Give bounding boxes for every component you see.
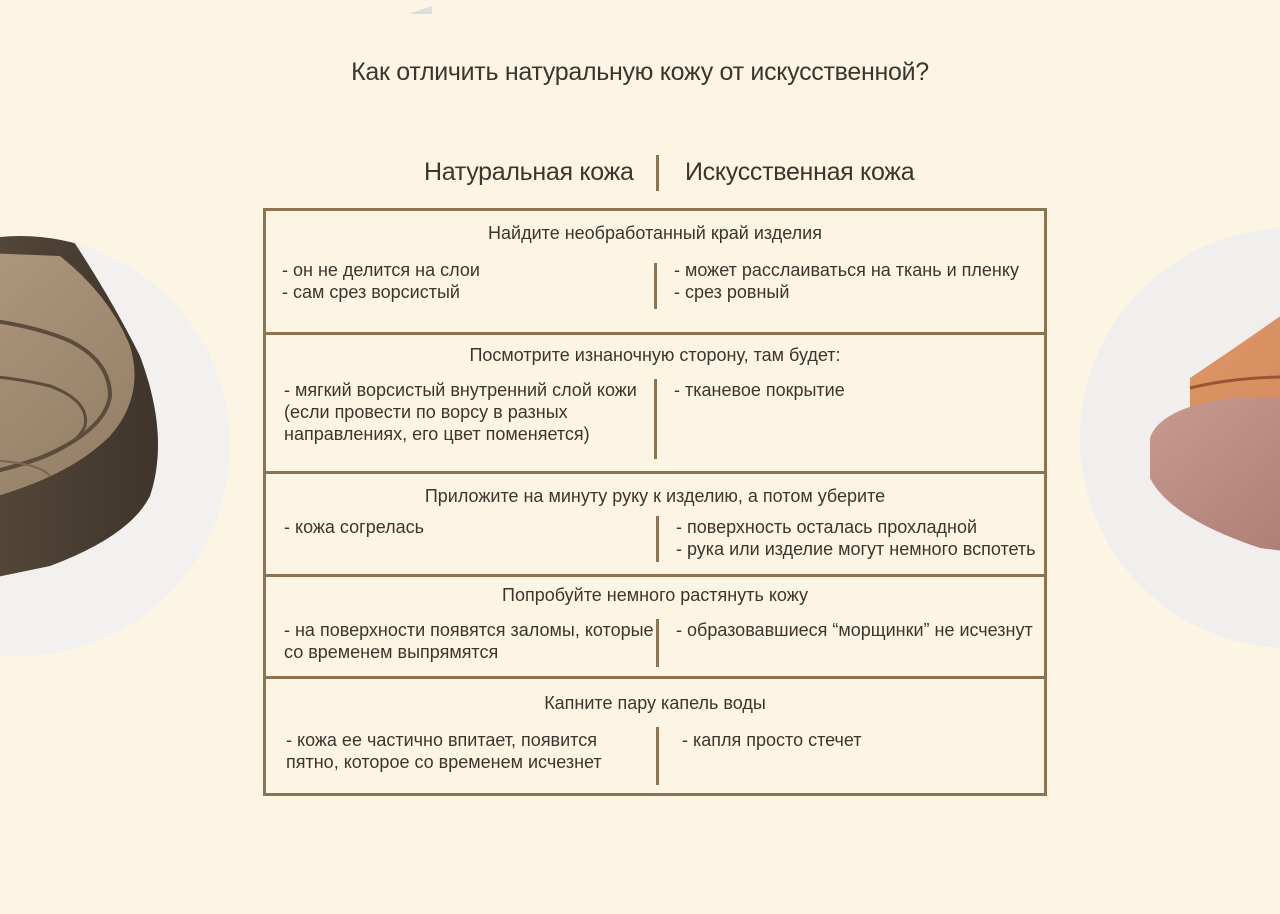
row-title: Найдите необработанный край изделия bbox=[488, 223, 822, 243]
page-title: Как отличить натуральную кожу от искусственной? bbox=[351, 58, 929, 86]
column-header-natural: Натуральная кожа bbox=[424, 158, 634, 186]
artificial-cell: - образовавшиеся “морщинки” не исчезнут bbox=[676, 620, 1033, 640]
table-row bbox=[266, 577, 1044, 679]
table-row bbox=[266, 211, 1044, 335]
row-title: Посмотрите изнаночную сторону, там будет: bbox=[469, 345, 841, 365]
artificial-cell: - тканевое покрытие bbox=[674, 380, 845, 400]
natural-cell: - мягкий ворсистый внутренний слой кожи (если провести по ворсу в разных направлениях, его цвет поменяется) bbox=[284, 380, 637, 444]
row-divider bbox=[654, 379, 657, 459]
row-divider bbox=[654, 263, 657, 309]
row-divider bbox=[656, 619, 659, 667]
natural-cell: - на поверхности появятся заломы, которые со временем выпрямятся bbox=[284, 620, 654, 662]
column-header-artificial: Искусственная кожа bbox=[685, 158, 915, 186]
artificial-cell: - поверхность осталась прохладной - рука или изделие могут немного вспотеть bbox=[676, 517, 1036, 559]
row-title: Капните пару капель воды bbox=[544, 693, 766, 713]
natural-cell: - кожа согрелась bbox=[284, 517, 425, 537]
row-divider bbox=[656, 516, 659, 562]
comparison-table bbox=[263, 208, 1047, 796]
row-title: Попробуйте немного растянуть кожу bbox=[502, 585, 808, 605]
column-header-divider bbox=[656, 155, 659, 191]
table-row bbox=[266, 335, 1044, 474]
natural-cell: - кожа ее частично впитает, появится пятно, которое со временем исчезнет bbox=[286, 730, 602, 772]
artificial-leather-photo bbox=[1080, 228, 1280, 648]
artificial-cell: - капля просто стечет bbox=[682, 730, 862, 750]
row-divider bbox=[656, 727, 659, 785]
row-title: Приложите на минуту руку к изделию, а потом уберите bbox=[424, 486, 886, 506]
natural-leather-photo bbox=[0, 236, 230, 656]
table-row bbox=[266, 679, 1044, 796]
decorative-mark bbox=[408, 6, 432, 14]
artificial-cell: - может расслаиваться на ткань и пленку - срез ровный bbox=[674, 260, 1019, 302]
natural-cell: - он не делится на слои - сам срез ворсистый bbox=[282, 260, 480, 302]
table-row bbox=[266, 474, 1044, 577]
